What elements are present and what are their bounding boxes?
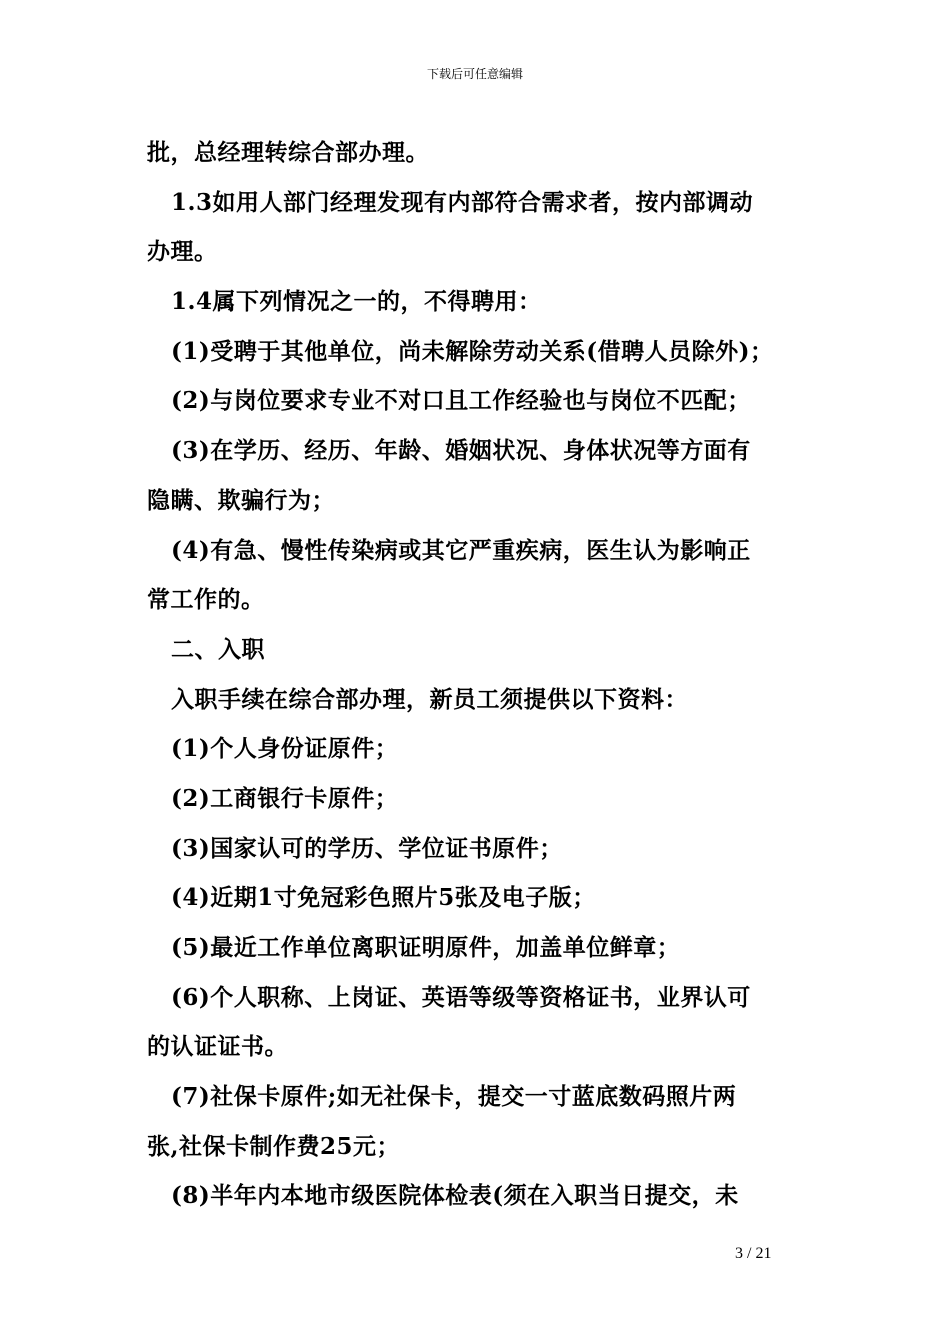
text-line: 张,社保卡制作费25元； xyxy=(147,1132,401,1160)
text-line: (8)半年内本地市级医院体检表(须在入职当日提交，未 xyxy=(171,1182,739,1210)
page-header: 下载后可任意编辑 xyxy=(426,67,523,81)
text-line: 常工作的。 xyxy=(147,586,265,614)
text-line: 批，总经理转综合部办理。 xyxy=(147,139,429,166)
text-line: (4)有急、慢性传染病或其它严重疾病，医生认为影响正 xyxy=(171,536,751,564)
text-line: (3)国家认可的学历、学位证书原件； xyxy=(171,834,563,862)
text-line: 办理。 xyxy=(147,238,218,266)
text-line: (5)最近工作单位离职证明原件，加盖单位鲜章； xyxy=(171,934,681,961)
text-line: (6)个人职称、上岗证、英语等级等资格证书，业界认可 xyxy=(171,983,751,1011)
document-body xyxy=(147,128,807,1221)
page-number: 3 / 21 xyxy=(735,1245,772,1262)
section-heading: 二、入职 xyxy=(171,635,265,663)
text-line: (2)与岗位要求专业不对口且工作经验也与岗位不匹配； xyxy=(171,387,751,415)
text-line: (1)个人身份证原件； xyxy=(171,735,399,763)
text-line: (7)社保卡原件;如无社保卡，提交一寸蓝底数码照片两 xyxy=(171,1083,737,1111)
text-line: (1)受聘于其他单位，尚未解除劳动关系(借聘人员除外)； xyxy=(171,337,774,365)
text-line: (4)近期1寸免冠彩色照片5张及电子版； xyxy=(171,884,596,912)
text-line: 1.4属下列情况之一的，不得聘用： xyxy=(171,288,542,316)
text-line: 隐瞒、欺骗行为； xyxy=(147,486,335,514)
text-line: (2)工商银行卡原件； xyxy=(171,784,399,812)
text-line: 1.3如用人部门经理发现有内部符合需求者，按内部调动 xyxy=(171,188,754,216)
text-line: 的认证证书。 xyxy=(147,1033,288,1061)
text-line: 入职手续在综合部办理，新员工须提供以下资料： xyxy=(171,685,688,713)
text-line: (3)在学历、经历、年龄、婚姻状况、身体状况等方面有 xyxy=(171,437,751,465)
